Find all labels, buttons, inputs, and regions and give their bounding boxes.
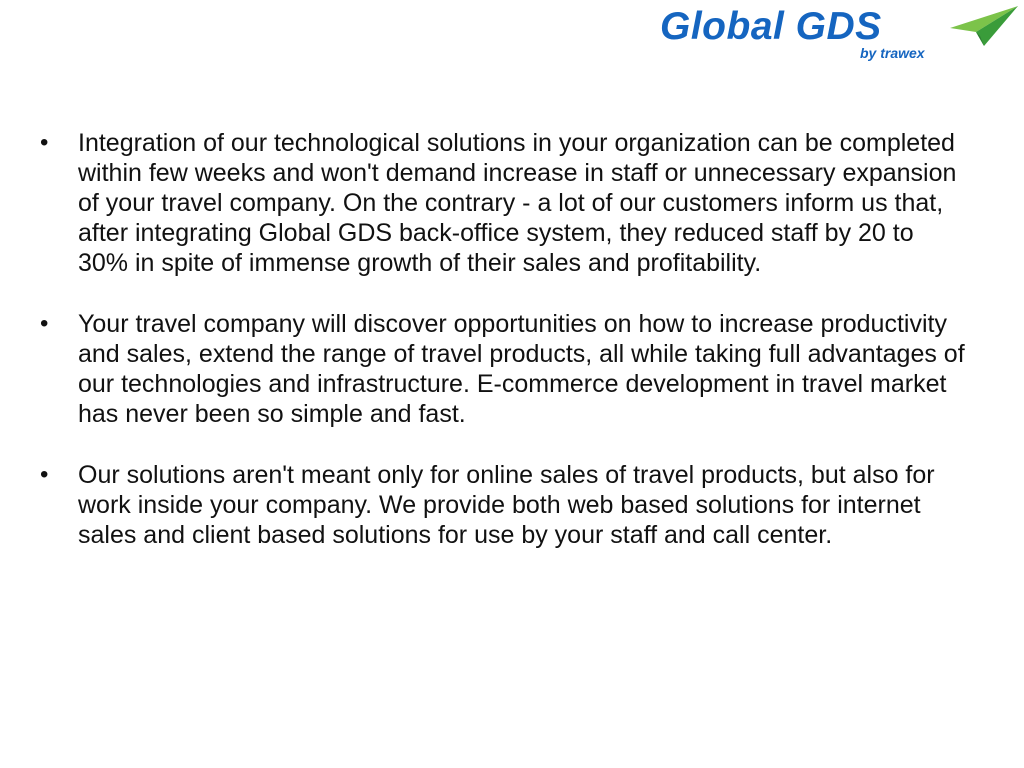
logo-tagline: by trawex: [860, 45, 925, 61]
global-gds-logo: [660, 4, 1020, 66]
bullet-item-solutions: [38, 460, 968, 550]
bullet-text: Integration of our technological solutions in your organization can be completed within few weeks and won't demand increase in staff or unnecessary expansion of your travel company. On the contrary - a lot of our customers inform us that, after integrating Global GDS back-office system, they reduced staff by 20 to 30% in spite of immense growth of their sales and profitability.: [78, 129, 957, 277]
bullet-text: Your travel company will discover opportunities on how to increase productivity and sales, extend the range of travel products, all while taking full advantages of our technologies and infrastructure. E-commerce development in travel market has never been so simple and fast.: [78, 310, 965, 428]
paper-plane-icon: [950, 6, 1018, 50]
bullet-marker: •: [40, 461, 49, 488]
logo-brand-text: Global GDS: [660, 5, 882, 48]
bullet-marker: •: [40, 129, 49, 156]
bullet-list: [38, 128, 968, 581]
bullet-marker: •: [40, 310, 49, 337]
bullet-item-opportunities: [38, 309, 968, 429]
bullet-item-integration: [38, 128, 968, 278]
bullet-text: Our solutions aren't meant only for online sales of travel products, but also for work inside your company. We provide both web based solutions for internet sales and client based solutions for use by your staff and call center.: [78, 461, 935, 549]
